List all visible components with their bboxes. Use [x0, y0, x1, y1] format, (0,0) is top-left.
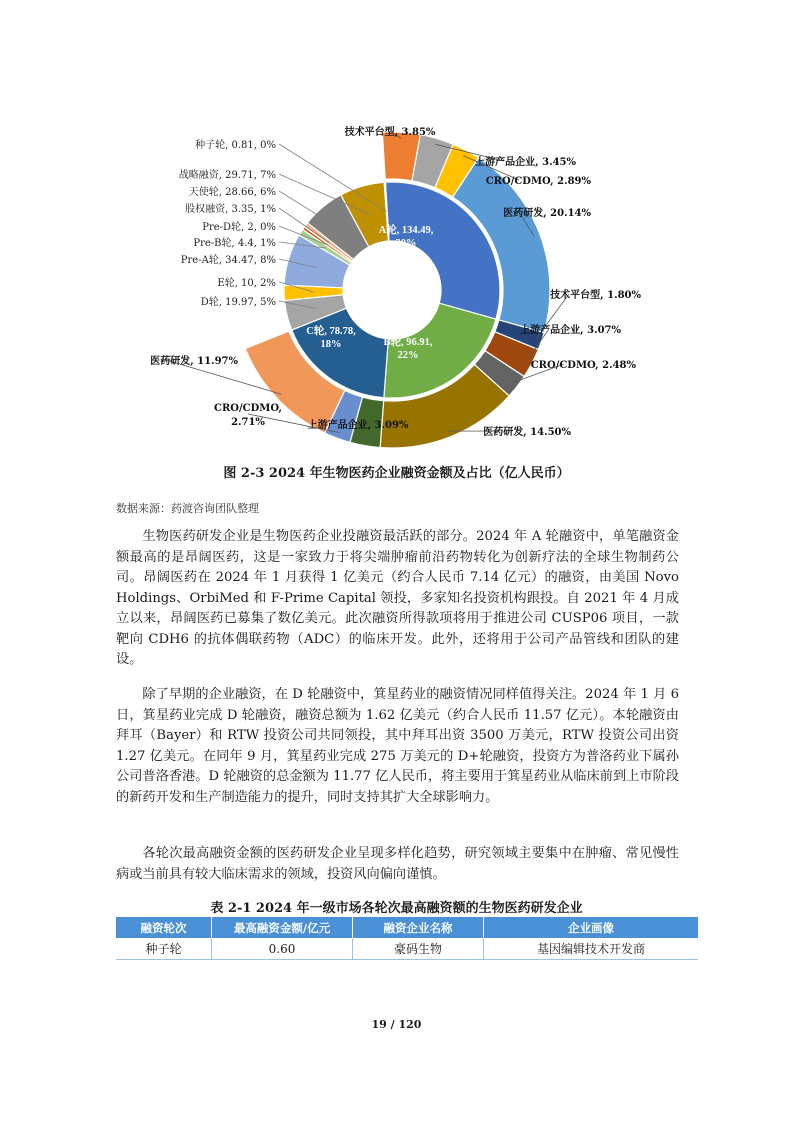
- outer-label-0: 技术平台型, 3.85%: [344, 127, 436, 138]
- inner-label-pct-1: 22%: [397, 350, 419, 361]
- col-header-profile: 企业画像: [484, 917, 699, 938]
- outer-label-2: CRO/CDMO, 2.89%: [485, 176, 591, 187]
- outer-label-8: 上游产品企业, 3.09%: [307, 420, 409, 431]
- data-source: 数据来源：药渡咨询团队整理: [116, 502, 259, 515]
- outer-label-5: 上游产品企业, 3.07%: [520, 325, 621, 336]
- inner-label-8: 股权融资, 3.35, 1%: [185, 204, 276, 215]
- cell-company: 豪码生物: [353, 938, 484, 960]
- outer-label-4: 技术平台型, 1.80%: [550, 290, 641, 301]
- inner-label-pct-0: 30%: [395, 238, 417, 249]
- inner-label-2: C轮, 78.78,: [306, 326, 356, 337]
- inner-label-10: 战略融资, 29.71, 7%: [178, 170, 276, 181]
- funding-table: [116, 917, 698, 960]
- inner-label-9: 天使轮, 28.66, 6%: [188, 187, 276, 198]
- inner-label-7: Pre-D轮, 2, 0%: [202, 222, 276, 233]
- inner-label-4: E轮, 10, 2%: [217, 278, 276, 289]
- body-paragraph-1: 生物医药研发企业是生物医药企业投融资最活跃的部分。2024 年 A 轮融资中，单笔融资金额最高的是昂阔医药，这是一家致力于将尖端肿瘤前沿药物转化为创新疗法的全球生物制药公司。昂阔医药在 2024 年 1 月获得 1 亿美元（约合人民币 7.14 亿元）的融资，由美国 Novo Holdings、OrbiMed 和 F-Prime Capital 领投，多家知名投资机构跟投。自 2021 年 4 月成立以来，昂阔医药已募集了数亿美元。此次融资所得款项将用于推进公司 CUSP06 项目，一款靶向 CDH6 的抗体偶联药物（ADC）的临床开发。此外，还将用于公司产品管线和团队的建设。: [116, 529, 679, 667]
- figure-caption: 图 2-3 2024 年生物医药企业融资金额及占比（亿人民币）: [223, 466, 570, 481]
- cell-round: 种子轮: [116, 938, 212, 960]
- inner-label-0: A轮, 134.49,: [378, 225, 434, 236]
- outer-label-6: CRO/CDMO, 2.48%: [530, 360, 636, 371]
- cell-amount: 0.60: [212, 938, 353, 960]
- outer-label-10: 医药研发, 11.97%: [150, 356, 238, 367]
- body-paragraph-2: 除了早期的企业融资，在 D 轮融资中，箕星药业的融资情况同样值得关注。2024 年 1 月 6 日，箕星药业完成 D 轮融资，融资总额为 1.62 亿美元（约合人民币 11.57 亿元）。本轮融资由拜耳（Bayer）和 RTW 投资公司共同领投，其中拜耳出资 3500 万美元，RTW 投资公司出资 1.27 亿美元。在同年 9 月，箕星药业完成 275 万美元的 D+轮融资，投资方为普洛药业下属孙公司普洛香港。D 轮融资的总金额为 11.77 亿人民币，将主要用于箕星药业从临床前到上市阶段的新药开发和生产制造能力的提升，同时支持其扩大全球影响力。: [116, 687, 679, 805]
- donut-chart: [0, 0, 793, 450]
- outer-label-3: 医药研发, 20.14%: [503, 208, 591, 219]
- inner-label-3: D轮, 19.97, 5%: [200, 297, 276, 308]
- outer-label-7: 医药研发, 14.50%: [483, 427, 571, 438]
- inner-label-5: Pre-A轮, 34.47, 8%: [180, 255, 276, 266]
- cell-profile: 基因编辑技术开发商: [484, 938, 699, 960]
- inner-label-6: Pre-B轮, 4.4, 1%: [193, 238, 276, 249]
- outer-label-9: CRO/CDMO,: [214, 403, 282, 414]
- outer-label-1: 上游产品企业, 3.45%: [475, 157, 576, 168]
- page-number: 19 / 120: [371, 1018, 422, 1031]
- col-header-company: 融资企业名称: [353, 917, 484, 938]
- inner-label-pct-2: 18%: [320, 339, 342, 350]
- col-header-round: 融资轮次: [116, 917, 212, 938]
- table-title: 表 2-1 2024 年一级市场各轮次最高融资额的生物医药研发企业: [210, 901, 583, 916]
- body-paragraph-3: 各轮次最高融资金额的医药研发企业呈现多样化趋势，研究领域主要集中在肿瘤、常见慢性病或当前具有较大临床需求的领域，投资风向偏向谨慎。: [116, 846, 679, 882]
- table-row: [116, 938, 698, 960]
- outer-label-line2-9: 2.71%: [231, 417, 265, 428]
- donut-chart-svg: [0, 0, 793, 450]
- col-header-amount: 最高融资金额/亿元: [212, 917, 353, 938]
- inner-label-1: B轮, 96.91,: [383, 337, 433, 348]
- inner-label-11: 种子轮, 0.81, 0%: [195, 140, 276, 151]
- table-header-row: [116, 917, 698, 938]
